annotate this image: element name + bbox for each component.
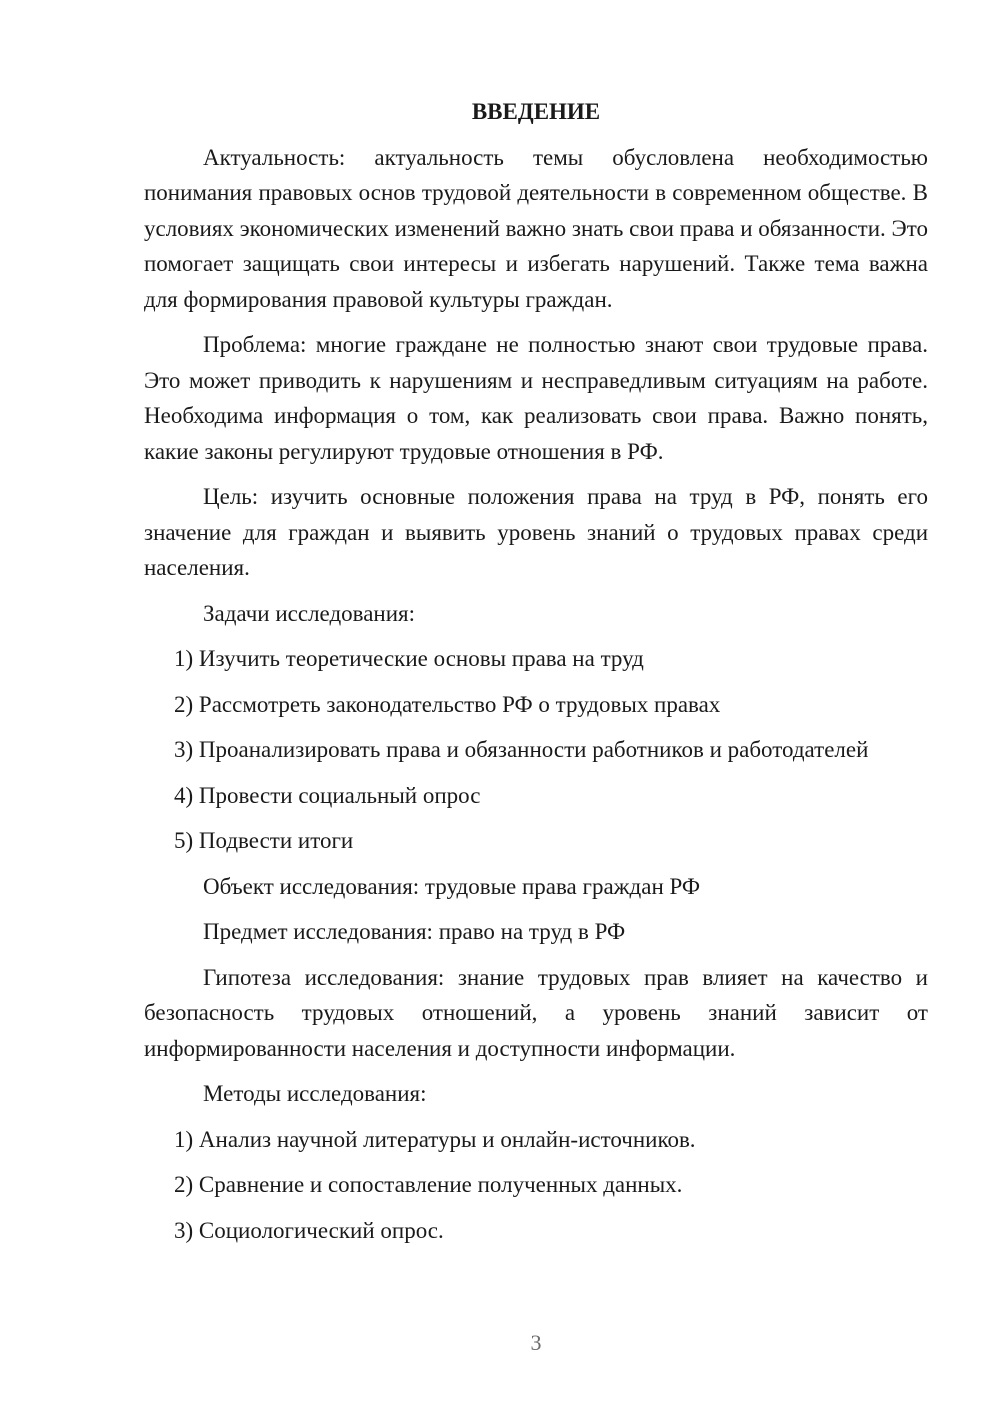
tasks-heading: Задачи исследования: <box>203 600 416 626</box>
method-item: 1) Анализ научной литературы и онлайн-источников. <box>174 1126 696 1152</box>
research-object: Объект исследования: трудовые права граждан РФ <box>203 873 701 899</box>
goal-paragraph: Цель: изучить основные положения права на труд в РФ, понять его значение для граждан и выявить уровень знаний о трудовых правах среди населения. <box>144 484 928 580</box>
hypothesis-paragraph: Гипотеза исследования: знание трудовых прав влияет на качество и безопасность трудовых отношений, а уровень знаний зависит от информированности населения и доступности информации. <box>144 964 928 1061</box>
task-item: 5) Подвести итоги <box>174 828 354 853</box>
page-number: 3 <box>530 1330 542 1355</box>
task-item: 3) Проанализировать права и обязанности работников и работодателей <box>174 737 869 762</box>
section-title: ВВЕДЕНИЕ <box>471 99 601 124</box>
page-body <box>144 94 928 1258</box>
task-item: 1) Изучить теоретические основы права на труд <box>174 646 644 671</box>
research-subject: Предмет исследования: право на труд в РФ <box>203 919 626 944</box>
relevance-paragraph: Актуальность: актуальность темы обусловлена необходимостью понимания правовых основ трудовой деятельности в современном обществе. В условиях экономических изменений важно знать свои права и обязанности. Это помогает защищать свои интересы и избегать нарушений. Также тема важна для формирования правовой культуры граждан. <box>144 144 928 312</box>
task-item: 4) Провести социальный опрос <box>174 782 481 808</box>
methods-heading: Методы исследования: <box>203 1081 427 1106</box>
method-item: 3) Социологический опрос. <box>174 1217 444 1243</box>
task-item: 2) Рассмотреть законодательство РФ о трудовых правах <box>174 691 721 717</box>
method-item: 2) Сравнение и сопоставление полученных данных. <box>174 1172 683 1197</box>
problem-paragraph: Проблема: многие граждане не полностью знают свои трудовые права. Это может приводить к нарушениям и несправедливым ситуациям на работе. Необходима информация о том, как реализовать свои права. Важно понять, какие законы регулируют трудовые отношения в РФ. <box>144 332 928 464</box>
